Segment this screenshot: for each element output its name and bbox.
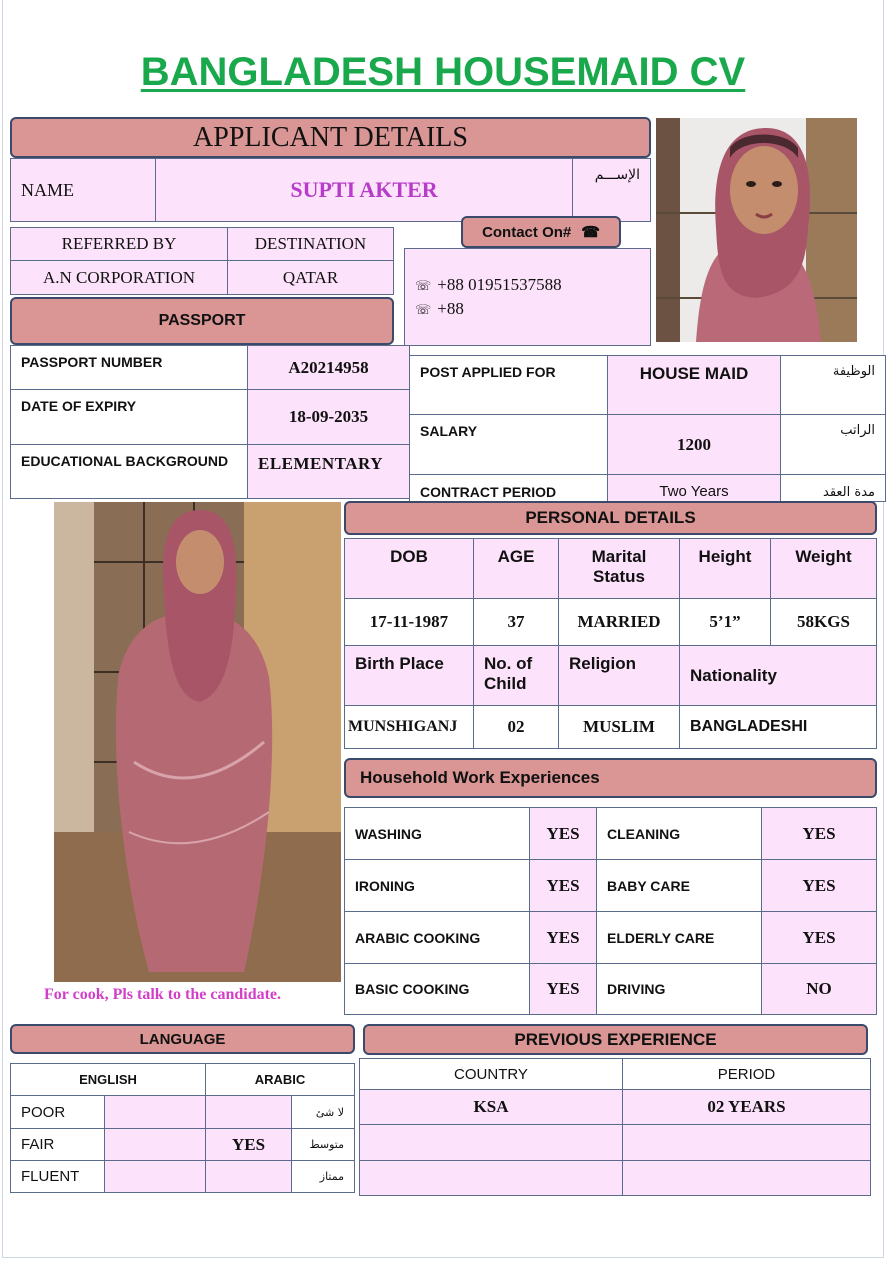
language-level-label: FAIR (10, 1128, 105, 1161)
height-label: Height (679, 538, 771, 599)
birth-place-value: MUNSHIGANJ (344, 705, 474, 749)
passport-header: PASSPORT (10, 297, 394, 345)
previous-period-value (622, 1124, 871, 1161)
previous-country-value (359, 1124, 623, 1161)
name-arabic-label: الإســـم (572, 158, 651, 222)
language-arabic-level-label: لا شئ (291, 1095, 355, 1129)
personal-details-header: PERSONAL DETAILS (344, 501, 877, 535)
nationality-label: Nationality (679, 645, 877, 706)
dob-value: 17-11-1987 (344, 598, 474, 646)
language-level-label: FLUENT (10, 1160, 105, 1193)
education-value: ELEMENTARY (247, 444, 410, 499)
language-arabic-level-label: ممتاز (291, 1160, 355, 1193)
phone-bullet-icon: ☏ (415, 278, 432, 293)
destination-label: DESTINATION (227, 227, 394, 261)
weight-label: Weight (770, 538, 877, 599)
height-value: 5’1” (679, 598, 771, 646)
name-label: NAME (10, 158, 156, 222)
household-task-label: ELDERLY CARE (596, 911, 762, 964)
nationality-value: BANGLADESHI (679, 705, 877, 749)
children-value: 02 (473, 705, 559, 749)
referred-by-label: REFERRED BY (10, 227, 228, 261)
salary-arabic-label: الراتب (780, 414, 886, 475)
previous-period-value (622, 1160, 871, 1196)
language-level-label: POOR (10, 1095, 105, 1129)
salary-label: SALARY (409, 414, 608, 475)
phone-bullet-icon: ☏ (415, 302, 432, 317)
marital-status-label: Marital Status (558, 538, 680, 599)
headshot-illustration (656, 118, 857, 342)
household-task-value: YES (761, 859, 877, 912)
applicant-details-header: APPLICANT DETAILS (10, 117, 651, 158)
contact-phone-1[interactable]: ☏ +88 01951537588 (415, 275, 562, 294)
age-label: AGE (473, 538, 559, 599)
weight-value: 58KGS (770, 598, 877, 646)
previous-country-value (359, 1160, 623, 1196)
previous-col-period: PERIOD (622, 1058, 871, 1090)
contract-arabic-label: مدة العقد (780, 474, 886, 502)
household-task-label: CLEANING (596, 807, 762, 860)
marital-status-value: MARRIED (558, 598, 680, 646)
previous-experience-header: PREVIOUS EXPERIENCE (363, 1024, 868, 1055)
contract-period-value: Two Years (607, 474, 781, 502)
contact-phone-2[interactable]: ☏ +88 (415, 299, 464, 318)
household-task-value: YES (761, 807, 877, 860)
previous-period-value: 02 YEARS (622, 1089, 871, 1125)
religion-label: Religion (558, 645, 680, 706)
language-arabic-level-label: متوسط (291, 1128, 355, 1161)
language-arabic-value (205, 1160, 292, 1193)
household-task-label: IRONING (344, 859, 530, 912)
name-value: SUPTI AKTER (155, 158, 573, 222)
previous-col-country: COUNTRY (359, 1058, 623, 1090)
household-task-value: YES (529, 807, 597, 860)
household-task-label: ARABIC COOKING (344, 911, 530, 964)
cook-note: For cook, Pls talk to the candidate. (44, 986, 282, 1003)
dob-label: DOB (344, 538, 474, 599)
passport-number-label: PASSPORT NUMBER (10, 345, 248, 390)
passport-number-value: A20214958 (247, 345, 410, 390)
household-task-label: WASHING (344, 807, 530, 860)
language-english-value (104, 1160, 206, 1193)
household-task-value: YES (761, 911, 877, 964)
household-task-value: YES (529, 963, 597, 1015)
date-of-expiry-label: DATE OF EXPIRY (10, 389, 248, 445)
referred-by-value: A.N CORPORATION (10, 260, 228, 295)
religion-value: MUSLIM (558, 705, 680, 749)
applicant-full-photo (54, 502, 341, 982)
destination-value: QATAR (227, 260, 394, 295)
education-label: EDUCATIONAL BACKGROUND (10, 444, 248, 499)
salary-value: 1200 (607, 414, 781, 475)
language-col-english: ENGLISH (10, 1063, 206, 1096)
age-value: 37 (473, 598, 559, 646)
full-body-illustration (54, 502, 341, 982)
household-header: Household Work Experiences (344, 758, 877, 798)
contact-box (404, 248, 651, 346)
applicant-headshot (656, 118, 857, 342)
household-task-value: NO (761, 963, 877, 1015)
phone-icon: ☎ (581, 224, 600, 241)
household-task-label: BABY CARE (596, 859, 762, 912)
children-label: No. of Child (473, 645, 559, 706)
language-col-arabic: ARABIC (205, 1063, 355, 1096)
language-english-value (104, 1128, 206, 1161)
date-of-expiry-value: 18-09-2035 (247, 389, 410, 445)
page-title: BANGLADESH HOUSEMAID CV (140, 50, 746, 94)
household-task-value: YES (529, 859, 597, 912)
previous-country-value: KSA (359, 1089, 623, 1125)
contact-label: Contact On# (482, 223, 572, 241)
language-arabic-value: YES (205, 1128, 292, 1161)
post-applied-value: HOUSE MAID (607, 355, 781, 415)
language-arabic-value (205, 1095, 292, 1129)
language-header: LANGUAGE (10, 1024, 355, 1054)
contact-header (461, 216, 621, 248)
post-applied-label: POST APPLIED FOR (409, 355, 608, 415)
household-task-value: YES (529, 911, 597, 964)
household-task-label: BASIC COOKING (344, 963, 530, 1015)
contract-period-label: CONTRACT PERIOD (409, 474, 608, 502)
household-task-label: DRIVING (596, 963, 762, 1015)
language-english-value (104, 1095, 206, 1129)
birth-place-label: Birth Place (344, 645, 474, 706)
post-arabic-label: الوظيفة (780, 355, 886, 415)
